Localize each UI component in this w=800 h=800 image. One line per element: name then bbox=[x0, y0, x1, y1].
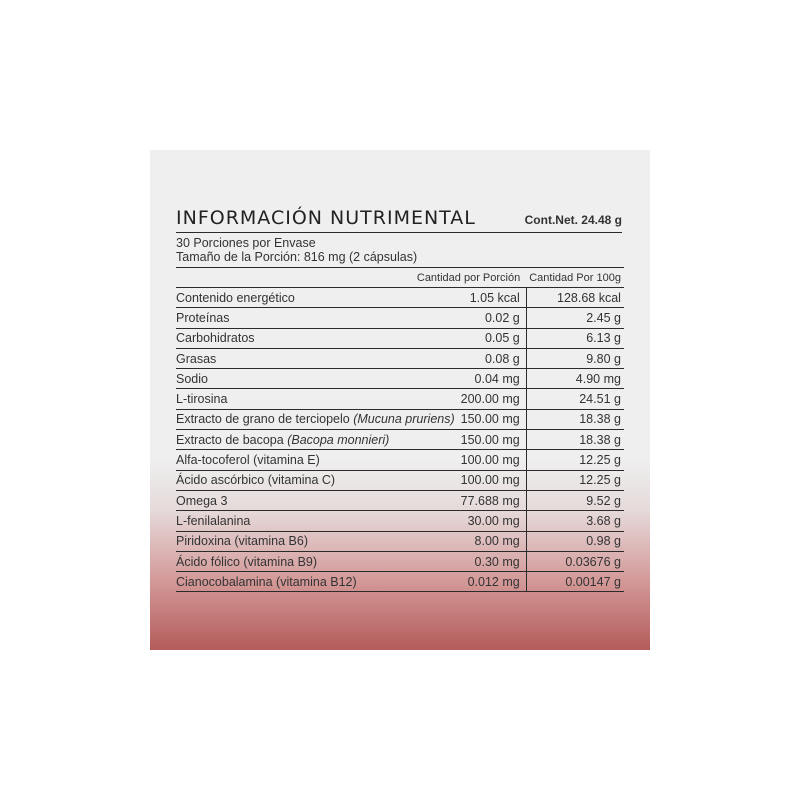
table-row bbox=[176, 450, 624, 470]
table-header-row bbox=[176, 268, 624, 288]
value-per-100g: 12.25 g bbox=[526, 450, 624, 470]
servings-per-container: 30 Porciones por Envase bbox=[176, 236, 316, 250]
nutrient-name bbox=[176, 409, 458, 429]
value-per-serving: 100.00 mg bbox=[458, 450, 527, 470]
value-per-serving: 200.00 mg bbox=[458, 389, 527, 409]
value-per-100g: 18.38 g bbox=[526, 430, 624, 450]
value-per-100g: 128.68 kcal bbox=[526, 288, 624, 308]
nutrient-name bbox=[176, 551, 458, 571]
nutrient-label: Extracto de bacopa bbox=[176, 432, 288, 447]
value-per-100g: 12.25 g bbox=[526, 470, 624, 490]
scientific-name: (Bacopa monnieri) bbox=[287, 432, 390, 447]
table-row bbox=[176, 389, 624, 409]
value-per-serving: 0.012 mg bbox=[458, 572, 527, 592]
value-per-100g: 2.45 g bbox=[526, 308, 624, 328]
nutrient-label: Proteínas bbox=[176, 310, 230, 325]
value-per-100g: 6.13 g bbox=[526, 328, 624, 348]
value-per-100g: 24.51 g bbox=[526, 389, 624, 409]
nutrient-name bbox=[176, 288, 458, 308]
nutrient-label: Extracto de grano de terciopelo bbox=[176, 412, 354, 427]
nutrient-name bbox=[176, 308, 458, 328]
nutrient-name bbox=[176, 572, 458, 592]
value-per-100g: 3.68 g bbox=[526, 511, 624, 531]
value-per-serving: 150.00 mg bbox=[458, 430, 527, 450]
column-header-per-serving: Cantidad por Porción bbox=[176, 268, 526, 288]
table-row bbox=[176, 430, 624, 450]
nutrient-label: Piridoxina (vitamina B6) bbox=[176, 534, 308, 549]
value-per-serving: 8.00 mg bbox=[458, 531, 527, 551]
nutrient-name bbox=[176, 511, 458, 531]
serving-size: Tamaño de la Porción: 816 mg (2 cápsulas) bbox=[176, 250, 418, 264]
nutrient-label: Ácido fólico (vitamina B9) bbox=[176, 554, 318, 569]
value-per-serving: 0.30 mg bbox=[458, 551, 527, 571]
value-per-serving: 0.05 g bbox=[458, 328, 527, 348]
table-row bbox=[176, 531, 624, 551]
nutrient-name bbox=[176, 369, 458, 389]
value-per-serving: 30.00 mg bbox=[458, 511, 527, 531]
nutrient-name bbox=[176, 531, 458, 551]
nutrient-name bbox=[176, 389, 458, 409]
nutrient-label: Omega 3 bbox=[176, 493, 228, 508]
value-per-serving: 0.04 mg bbox=[458, 369, 527, 389]
table-row bbox=[176, 348, 624, 368]
nutrient-name bbox=[176, 490, 458, 510]
value-per-serving: 100.00 mg bbox=[458, 470, 527, 490]
column-header-per-100g: Cantidad Por 100g bbox=[526, 268, 624, 288]
value-per-serving: 0.08 g bbox=[458, 348, 527, 368]
nutrient-label: Ácido ascórbico (vitamina C) bbox=[176, 473, 336, 488]
table-row bbox=[176, 572, 624, 592]
value-per-100g: 0.00147 g bbox=[526, 572, 624, 592]
label-header bbox=[176, 207, 622, 233]
nutrient-name bbox=[176, 328, 458, 348]
nutrient-label: Alfa-tocoferol (vitamina E) bbox=[176, 453, 320, 468]
nutrient-label: Grasas bbox=[176, 351, 217, 366]
nutrient-label: L-tirosina bbox=[176, 392, 228, 407]
nutrition-label bbox=[176, 207, 622, 592]
value-per-serving: 150.00 mg bbox=[458, 409, 527, 429]
table-row bbox=[176, 551, 624, 571]
table-row bbox=[176, 470, 624, 490]
table-row bbox=[176, 288, 624, 308]
table-row bbox=[176, 308, 624, 328]
value-per-serving: 0.02 g bbox=[458, 308, 527, 328]
nutrient-name bbox=[176, 450, 458, 470]
label-title: INFORMACIÓN NUTRIMENTAL bbox=[176, 207, 476, 229]
nutrient-name bbox=[176, 430, 458, 450]
value-per-100g: 0.03676 g bbox=[526, 551, 624, 571]
value-per-100g: 0.98 g bbox=[526, 531, 624, 551]
value-per-serving: 77.688 mg bbox=[458, 490, 527, 510]
nutrient-name bbox=[176, 470, 458, 490]
value-per-100g: 4.90 mg bbox=[526, 369, 624, 389]
nutrient-label: Carbohidratos bbox=[176, 331, 255, 346]
table-row bbox=[176, 511, 624, 531]
table-row bbox=[176, 490, 624, 510]
value-per-100g: 9.52 g bbox=[526, 490, 624, 510]
nutrition-rows bbox=[176, 288, 624, 592]
table-row bbox=[176, 409, 624, 429]
nutrition-table bbox=[176, 267, 624, 592]
scientific-name: (Mucuna pruriens) bbox=[353, 412, 455, 427]
value-per-100g: 9.80 g bbox=[526, 348, 624, 368]
serving-info bbox=[176, 233, 622, 264]
table-row bbox=[176, 328, 624, 348]
nutrient-label: Sodio bbox=[176, 371, 208, 386]
nutrient-label: L-fenilalanina bbox=[176, 513, 251, 528]
nutrient-name bbox=[176, 348, 458, 368]
net-content: Cont.Net. 24.48 g bbox=[524, 213, 622, 227]
value-per-serving: 1.05 kcal bbox=[458, 288, 527, 308]
nutrient-label: Cianocobalamina (vitamina B12) bbox=[176, 574, 357, 589]
table-row bbox=[176, 369, 624, 389]
value-per-100g: 18.38 g bbox=[526, 409, 624, 429]
nutrient-label: Contenido energético bbox=[176, 290, 295, 305]
